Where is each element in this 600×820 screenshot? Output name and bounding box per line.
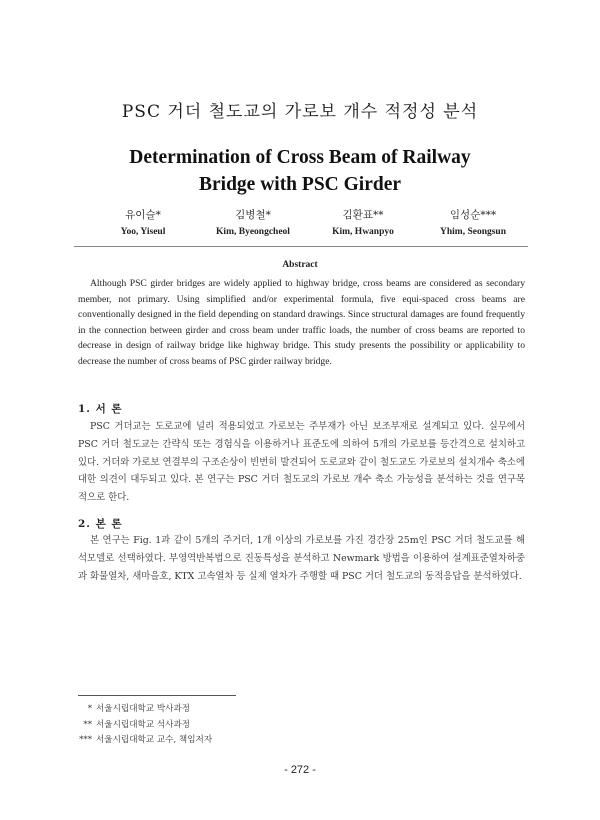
footnote-item xyxy=(78,733,378,749)
english-title xyxy=(0,144,600,198)
footnote-text: 서울시립대학교 석사과정 xyxy=(96,719,191,730)
section-heading-main: 2. 본 론 xyxy=(78,518,123,530)
author-english-name: Kim, Hwanpyo xyxy=(332,227,394,237)
header-divider xyxy=(74,246,528,247)
footnote-text: 서울시립대학교 박사과정 xyxy=(96,704,191,714)
footnote-mark: ** xyxy=(83,719,92,730)
author-4 xyxy=(408,207,538,237)
abstract-body: Although PSC girder bridges are widely applied to highway bridge, cross beams are considered as secondary member, not primary. Using simplified and/or experimental formula, five equi-spaced cross beams are conventionally designed in the field depending on standard drawings. Since structural damages are found frequently in the connection between girder and cross beam under traffic loads, the number of cross beams are reported to decrease in design of railway bridge like highway bridge. This study presents the possibility or applicability to decrease the number of cross beams of PSC girder railway bridge. xyxy=(78,278,525,367)
english-title-line-1: Determination of Cross Beam of Railway xyxy=(129,147,471,168)
author-korean-name: 임성순*** xyxy=(449,209,497,221)
english-title-line-2: Bridge with PSC Girder xyxy=(198,174,402,195)
footnote-mark: *** xyxy=(79,735,92,745)
section-heading-introduction: 1. 서 론 xyxy=(78,403,123,415)
abstract-heading: Abstract xyxy=(282,260,318,270)
section-body-introduction: PSC 거더교는 도로교에 널리 적용되었고 가로보는 주부재가 아닌 보조부재로 설계되고 있다. 실무에서 PSC 거더 철도교는 간략식 또는 경험식을 이용하거나 표준도에 의하여 5개의 가로보를 등간격으로 설치하고 있다. 거더와 가로보 연결부의 구조손상이 빈번히 발견되어 도로교와 같이 철도교도 가로보의 설치개수 축소에 대한 의견이 대두되고 있다. 본 연구는 PSC 거더 철도교의 가로보 개수 축소 가능성을 분석하는 것을 연구목적으로 한다. xyxy=(78,421,525,504)
author-english-name: Kim, Byeongcheol xyxy=(216,227,290,237)
footnote-item xyxy=(78,718,378,734)
korean-title: PSC 거더 철도교의 가로보 개수 적정성 분석 xyxy=(121,102,479,122)
author-english-name: Yhim, Seongsun xyxy=(440,227,506,237)
footnote-item xyxy=(78,702,378,718)
section-body-main: 본 연구는 Fig. 1과 같이 5개의 주거더, 1개 이상의 가로보를 가진 경간장 25m인 PSC 거더 철도교를 해석모델로 선택하였다. 부영역반복법으로 진동특성을 분석하고 Newmark 방법을 이용하여 설계표준열차하중과 화물열차, 새마을호, KTX 고속열차 등 실제 열차가 주행할 때 PSC 거더 철도교의 동적응답을 분석하였다. xyxy=(78,535,525,582)
author-korean-name: 유이슬* xyxy=(125,209,161,221)
author-korean-name: 김환표** xyxy=(342,209,384,221)
author-korean-name: 김병철* xyxy=(235,209,271,221)
author-english-name: Yoo, Yiseul xyxy=(120,227,166,237)
page-number: - 272 - xyxy=(284,764,316,776)
footnotes xyxy=(78,702,378,749)
footnote-text: 서울시립대학교 교수, 책임저자 xyxy=(96,735,213,745)
footnote-divider xyxy=(78,695,236,696)
footnote-mark: * xyxy=(87,704,92,714)
